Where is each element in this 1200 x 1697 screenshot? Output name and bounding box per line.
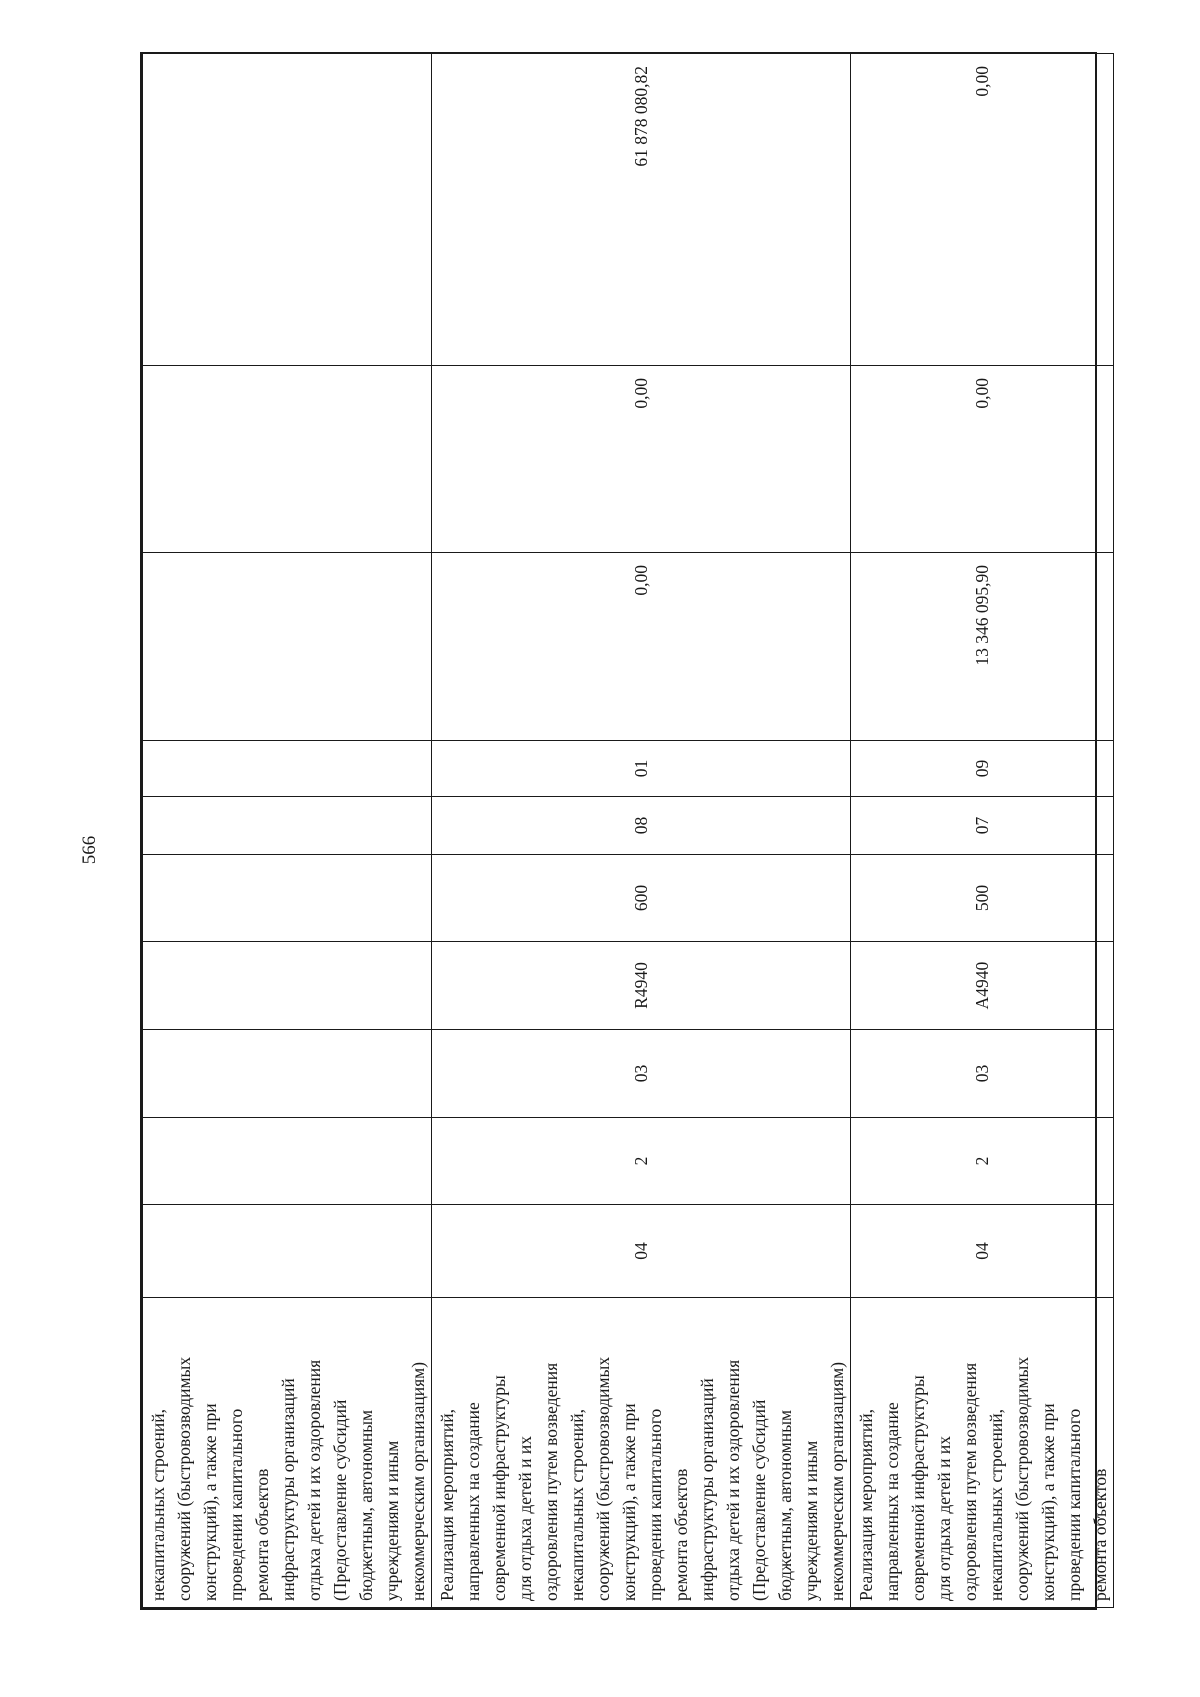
row-description: Реализация мероприятий, направленных на создание современной инфраструктуры для отдыха детей и их оздоровления путем возведения некапитальных строений, сооружений (быстровозводимых конструкций), а также при проведении капитального ремонта объектов инфраструктуры организаций отдыха детей и их оздоровления (Предоставление субсидий бюджетным, автономным учреждениям и иным некоммерческим организациям) [432,1298,851,1608]
amount-cell-2: 0,00 [851,366,1114,553]
amount-cell-3 [143,54,432,366]
code-cell-6 [143,797,432,855]
code-cell-7: 09 [851,741,1114,797]
code-cell-5: 500 [851,855,1114,942]
code-cell-3: 03 [432,1030,851,1118]
code-cell-6: 08 [432,797,851,855]
code-cell-4: R4940 [432,942,851,1030]
code-cell-5: 600 [432,855,851,942]
amount-cell-1 [143,553,432,741]
code-cell-2: 2 [851,1118,1114,1205]
code-cell-6: 07 [851,797,1114,855]
code-cell-1 [143,1205,432,1298]
code-cell-3 [143,1030,432,1118]
budget-table [142,53,1114,1608]
code-cell-4: A4940 [851,942,1114,1030]
amount-cell-1: 0,00 [432,553,851,741]
page-number: 566 [79,835,100,865]
code-cell-5 [143,855,432,942]
amount-cell-3: 61 878 080,82 [432,54,851,366]
code-cell-2 [143,1118,432,1205]
amount-cell-1: 13 346 095,90 [851,553,1114,741]
code-cell-2: 2 [432,1118,851,1205]
amount-cell-2 [143,366,432,553]
code-cell-4 [143,942,432,1030]
code-cell-7 [143,741,432,797]
table-row [851,54,1114,1608]
budget-table-frame [140,52,1110,1610]
row-description: Реализация мероприятий, направленных на создание современной инфраструктуры для отдыха детей и их оздоровления путем возведения некапитальных строений, сооружений (быстровозводимых конструкций), а также при проведении капитального ремонта объектов [851,1298,1114,1608]
code-cell-7: 01 [432,741,851,797]
table-row [432,54,851,1608]
table-row [143,54,432,1608]
code-cell-3: 03 [851,1030,1114,1118]
code-cell-1: 04 [432,1205,851,1298]
amount-cell-3: 0,00 [851,54,1114,366]
amount-cell-2: 0,00 [432,366,851,553]
code-cell-1: 04 [851,1205,1114,1298]
row-description: некапитальных строений, сооружений (быстровозводимых конструкций), а также при проведении капитального ремонта объектов инфраструктуры организаций отдыха детей и их оздоровления (Предоставление субсидий бюджетным, автономным учреждениям и иным некоммерческим организациям) [143,1298,432,1608]
